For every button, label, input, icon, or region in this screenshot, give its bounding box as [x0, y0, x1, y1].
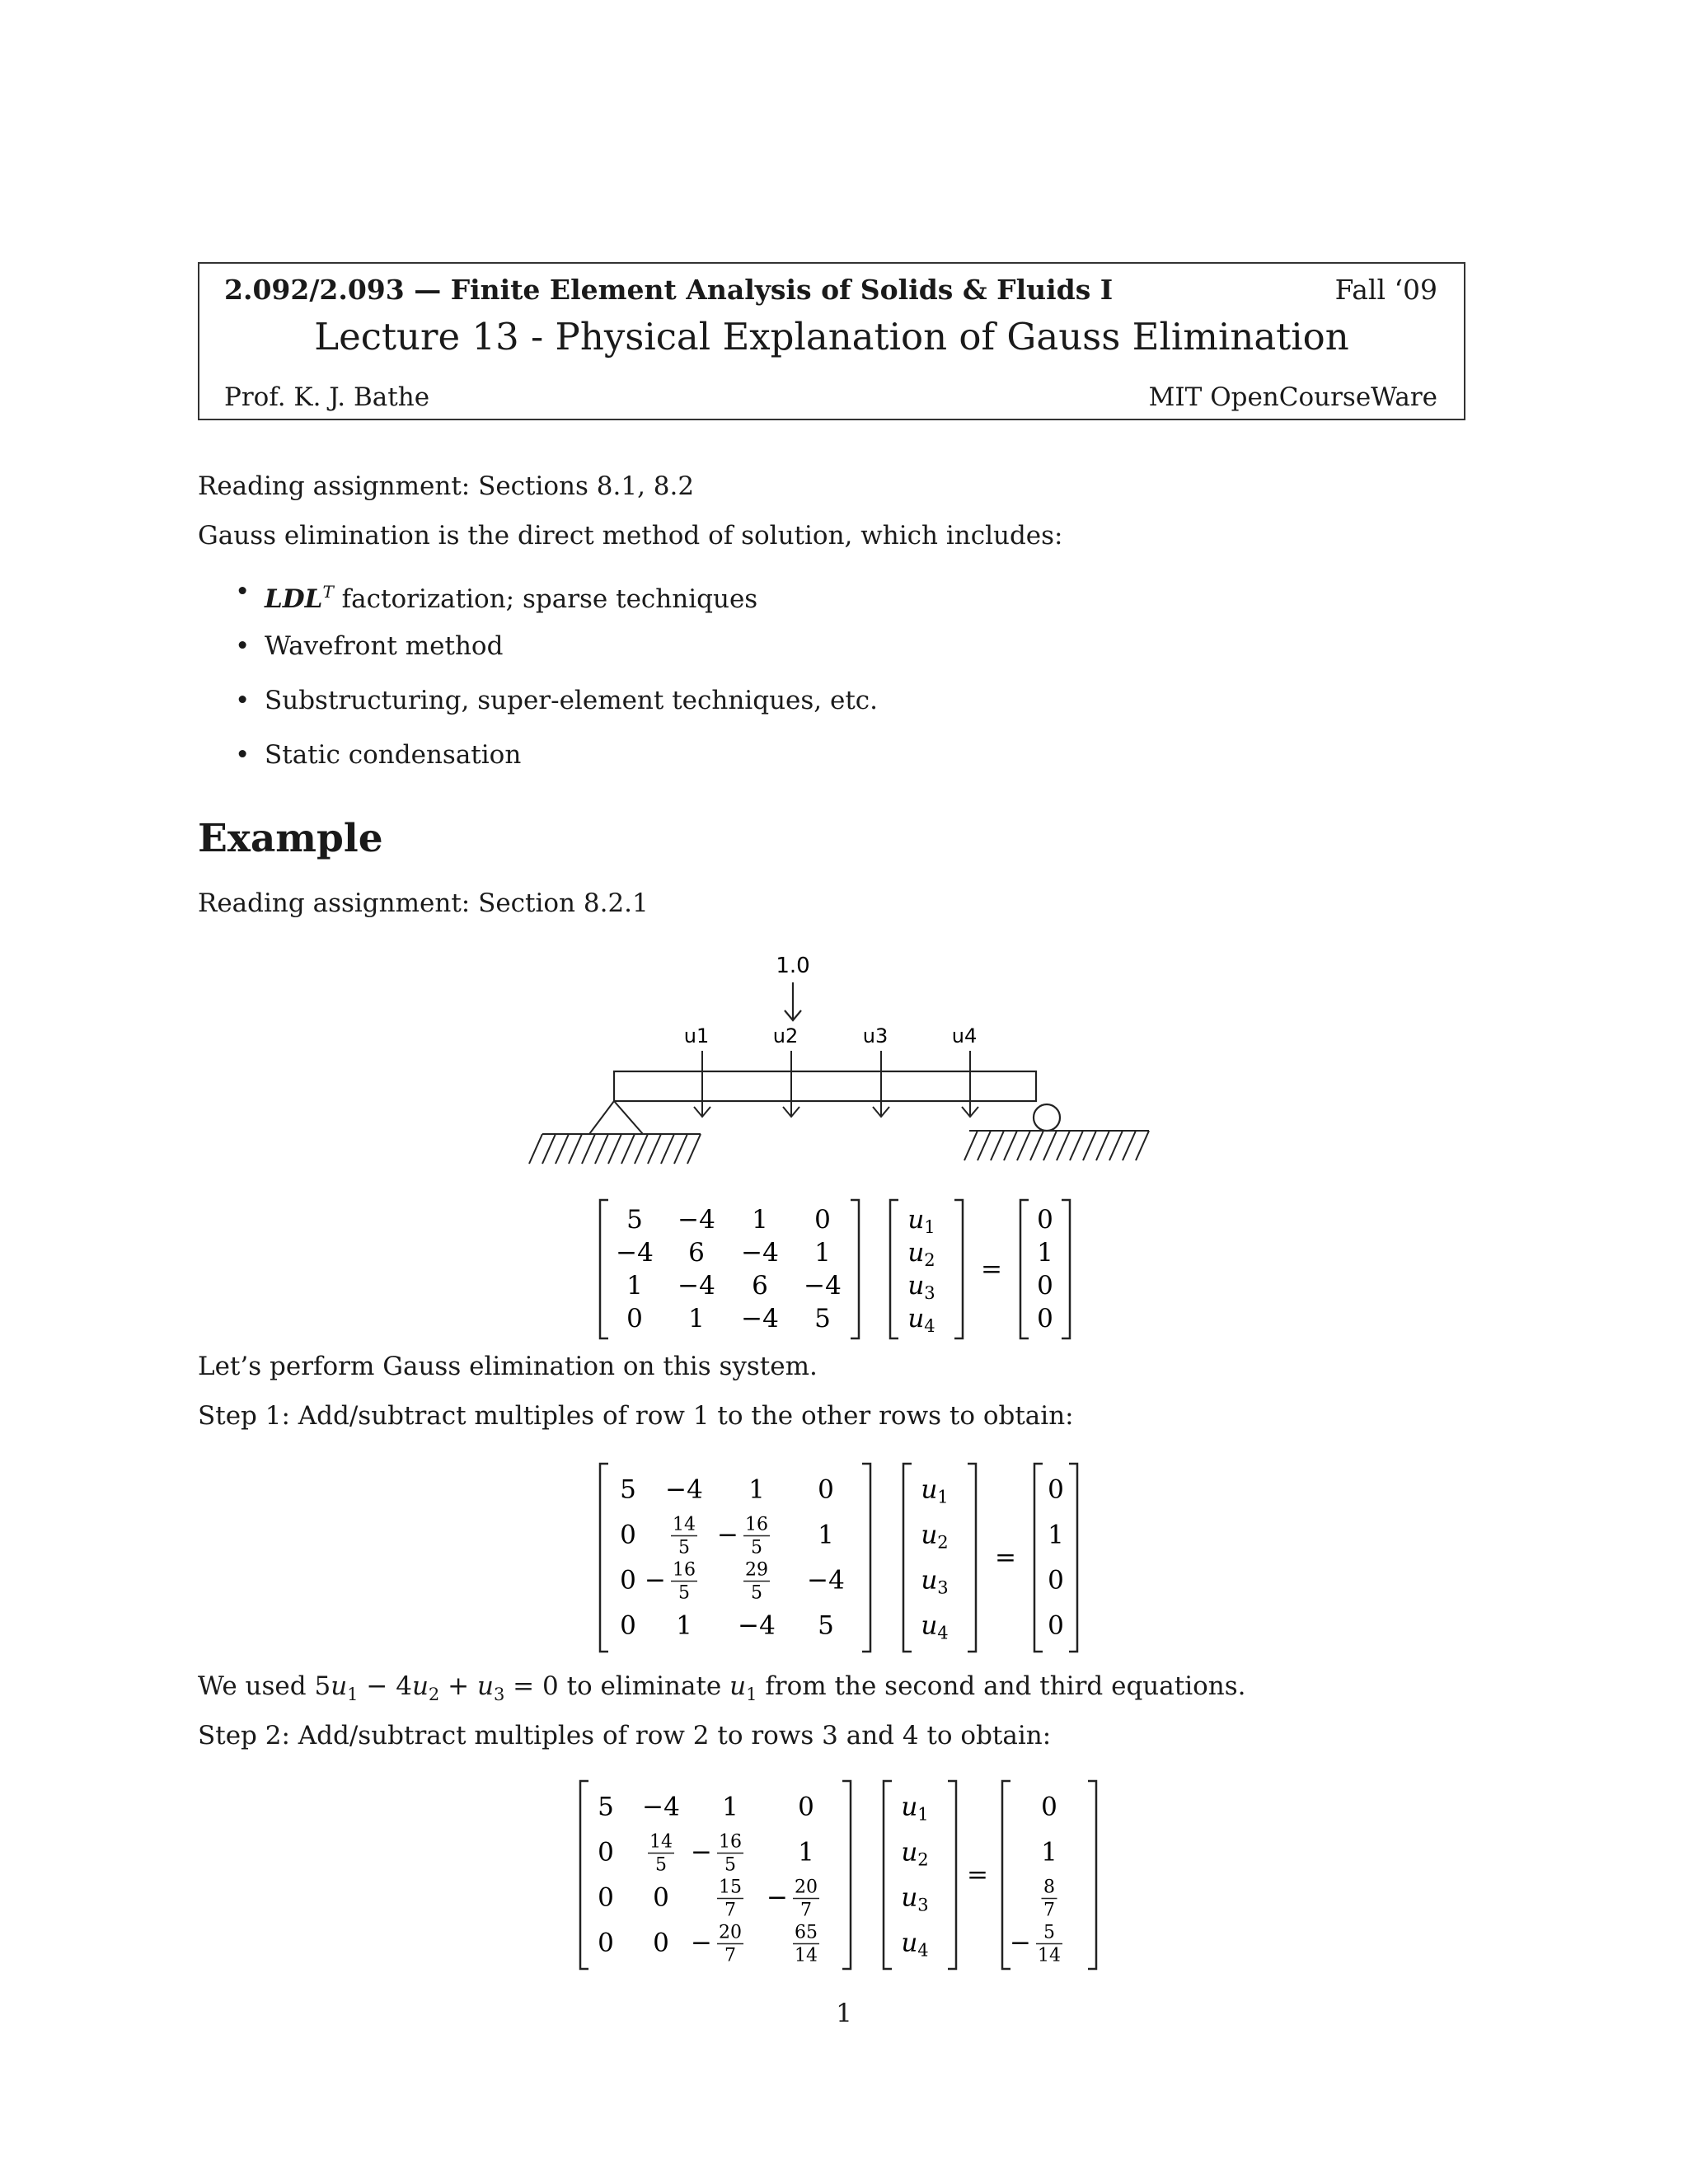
pin-support [589, 1101, 643, 1134]
step-2-equation [560, 1776, 1187, 1974]
numerator: 20 [795, 1877, 818, 1898]
value: 1 [1048, 1520, 1064, 1550]
value: 1 [1037, 1238, 1053, 1268]
value: 1 [814, 1238, 831, 1268]
value: −4 [678, 1271, 715, 1301]
matrix-entry [653, 1883, 669, 1913]
denominator: 5 [655, 1854, 667, 1876]
author: Prof. K. J. Bathe [224, 382, 430, 412]
roller-support [1034, 1104, 1060, 1131]
equals-sign: = [981, 1254, 1002, 1284]
left-bracket [890, 1200, 898, 1338]
matrix-entry [648, 1832, 674, 1876]
denominator: 7 [800, 1900, 812, 1921]
left-bracket [600, 1200, 608, 1338]
left-bracket [903, 1464, 912, 1652]
list-item [235, 570, 878, 625]
matrix-entry [688, 1238, 705, 1268]
reading-assignment-example: Reading assignment: Section 8.2.1 [198, 888, 649, 918]
matrix-entry [767, 1877, 819, 1921]
elimination-note: We used $5u_1 - 4u_2 + u_3 = 0$ to eliminate $u_1$ from the second and third equations. [198, 1671, 1246, 1705]
step-1-text: Step 1: Add/subtract multiples of row 1 to the other rows to obtain: [198, 1401, 1074, 1431]
page-number: 1 [836, 1999, 852, 2028]
matrix-entry [691, 1832, 743, 1876]
value: 1 [752, 1205, 768, 1235]
dof-label-u4: u4 [951, 1024, 978, 1047]
matrix-entry [804, 1271, 842, 1301]
unknown-entry: u1 [907, 1205, 935, 1237]
value: 6 [688, 1238, 705, 1268]
load-arrow [785, 982, 801, 1020]
unknown-entry: u3 [921, 1565, 949, 1598]
value: −4 [678, 1205, 715, 1235]
matrix-entry [741, 1304, 779, 1333]
unknown-entry: u2 [901, 1837, 929, 1870]
unknown-entry: u4 [921, 1610, 949, 1643]
superscript: T [322, 582, 334, 602]
matrix-entry [691, 1923, 743, 1966]
denominator: 14 [795, 1945, 818, 1966]
beam-diagram [519, 940, 1162, 1187]
matrix-entry [620, 1566, 636, 1596]
section-heading: Example [198, 816, 383, 861]
value: 0 [598, 1882, 614, 1913]
value: 5 [620, 1474, 636, 1505]
methods-list [235, 570, 878, 788]
numerator: 15 [719, 1877, 742, 1898]
matrix-entry [814, 1205, 831, 1235]
ground-right [964, 1131, 1149, 1160]
right-bracket [842, 1781, 851, 1969]
numerator: 16 [673, 1559, 696, 1581]
value: 0 [1037, 1205, 1053, 1235]
value: 0 [1037, 1304, 1053, 1333]
dof-label-u2: u2 [772, 1024, 799, 1047]
rhs-entry [1048, 1521, 1064, 1550]
left-bracket [884, 1781, 892, 1969]
beam [614, 1071, 1036, 1101]
value: 0 [598, 1928, 614, 1958]
matrix-entry [814, 1304, 831, 1333]
left-bracket [600, 1464, 608, 1652]
list-item [235, 733, 878, 788]
matrix-entry [616, 1238, 654, 1268]
rhs-entry [1041, 1838, 1057, 1868]
matrix-entry [626, 1304, 643, 1333]
matrix-entry [818, 1475, 834, 1505]
step-2-text: Step 2: Add/subtract multiples of row 2 to rows 3 and 4 to obtain: [198, 1721, 1052, 1750]
value: 1 [1041, 1837, 1057, 1868]
value: −4 [616, 1238, 654, 1268]
term: Fall ‘09 [1334, 274, 1437, 306]
matrix-entry [798, 1793, 814, 1822]
matrix-entry [598, 1883, 614, 1913]
matrix-entry [665, 1475, 703, 1505]
value: 0 [798, 1792, 814, 1822]
value: −4 [642, 1792, 680, 1822]
minus-sign: − [691, 1837, 712, 1868]
unknown-entry: u2 [921, 1520, 949, 1553]
right-bracket [954, 1200, 963, 1338]
matrix-entry [743, 1560, 770, 1604]
matrix-entry [678, 1271, 715, 1301]
right-bracket [948, 1781, 956, 1969]
minus-sign: − [767, 1882, 788, 1913]
list-item [235, 625, 878, 679]
matrix-entry [653, 1929, 669, 1958]
bullet-icon: • [235, 740, 251, 770]
matrix-entry [752, 1271, 768, 1301]
numerator: 14 [673, 1514, 696, 1535]
explanation-text: Let’s perform Gauss elimination on this system. [198, 1352, 818, 1381]
stiffness-system-equation [577, 1195, 1170, 1343]
denominator: 14 [1038, 1945, 1061, 1966]
matrix-entry [688, 1304, 705, 1333]
value: 1 [818, 1520, 834, 1550]
value: −4 [741, 1238, 779, 1268]
matrix-entry [678, 1205, 715, 1235]
matrix-entry [598, 1838, 614, 1868]
denominator: 7 [724, 1900, 736, 1921]
unknown-entry: u1 [921, 1474, 949, 1507]
matrix-entry [620, 1521, 636, 1550]
rhs-entry [1048, 1611, 1064, 1641]
matrix-entry [642, 1793, 680, 1822]
bullet-emphasis: LDL [265, 584, 323, 614]
left-bracket [580, 1781, 588, 1969]
rhs-entry [1010, 1923, 1062, 1966]
unknown-entry: u4 [901, 1928, 929, 1961]
right-bracket [1062, 1200, 1070, 1338]
bullet-text: factorization; sparse techniques [333, 584, 758, 614]
matrix-entry [741, 1238, 779, 1268]
numerator: 16 [745, 1514, 768, 1535]
matrix-entry [807, 1566, 845, 1596]
bullet-text: Static condensation [265, 740, 522, 770]
matrix-entry [626, 1271, 643, 1301]
dof-arrows [694, 1051, 978, 1117]
ground-left [529, 1134, 701, 1164]
value: 1 [626, 1271, 643, 1301]
equals-sign: = [967, 1860, 988, 1890]
numerator: 8 [1043, 1877, 1055, 1898]
matrix-entry [620, 1611, 636, 1641]
unknown-entry: u3 [907, 1271, 935, 1303]
load-label: 1.0 [776, 954, 810, 978]
value: 0 [620, 1565, 636, 1596]
minus-sign: − [717, 1520, 738, 1550]
matrix-entry [626, 1205, 643, 1235]
minus-sign: − [691, 1928, 712, 1958]
denominator: 5 [751, 1537, 762, 1558]
lecture-header [198, 262, 1465, 420]
value: 0 [1048, 1565, 1064, 1596]
value: −4 [741, 1304, 779, 1333]
unknown-entry: u4 [907, 1304, 935, 1336]
denominator: 5 [751, 1582, 762, 1604]
unknown-entry: u1 [901, 1792, 929, 1825]
right-bracket [1069, 1464, 1077, 1652]
value: 0 [1041, 1792, 1057, 1822]
value: −4 [738, 1610, 776, 1641]
value: 1 [798, 1837, 814, 1868]
numerator: 5 [1043, 1922, 1055, 1943]
lecture-title: Lecture 13 - Physical Explanation of Gauss Elimination [314, 315, 1349, 359]
value: 1 [748, 1474, 765, 1505]
matrix-entry [598, 1793, 614, 1822]
value: 5 [626, 1205, 643, 1235]
rhs-entry [1048, 1566, 1064, 1596]
rhs-entry [1037, 1271, 1053, 1301]
matrix-entry [818, 1611, 834, 1641]
numerator: 29 [745, 1559, 768, 1581]
matrix-entry [620, 1475, 636, 1505]
right-bracket [1088, 1781, 1096, 1969]
value: 0 [620, 1610, 636, 1641]
rhs-entry [1048, 1475, 1064, 1505]
right-bracket [968, 1464, 976, 1652]
value: 0 [1048, 1474, 1064, 1505]
value: 5 [818, 1610, 834, 1641]
matrix-entry [798, 1838, 814, 1868]
minus-sign: − [645, 1565, 666, 1596]
unknown-entry: u2 [907, 1238, 935, 1270]
matrix-entry [598, 1929, 614, 1958]
matrix-entry [793, 1923, 819, 1966]
numerator: 14 [649, 1831, 673, 1853]
dof-label-u1: u1 [683, 1024, 710, 1047]
matrix-entry [722, 1793, 738, 1822]
matrix-entry [717, 1515, 770, 1558]
matrix-entry [676, 1611, 692, 1641]
value: 0 [1037, 1271, 1053, 1301]
value: −4 [807, 1565, 845, 1596]
matrix-entry [717, 1877, 743, 1921]
left-bracket [1020, 1200, 1029, 1338]
value: −4 [804, 1271, 842, 1301]
value: 1 [676, 1610, 692, 1641]
value: 0 [818, 1474, 834, 1505]
value: 0 [598, 1837, 614, 1868]
rhs-entry [1042, 1877, 1057, 1921]
matrix-entry [818, 1521, 834, 1550]
dof-label-u3: u3 [862, 1024, 889, 1047]
matrix-entry [752, 1205, 768, 1235]
value: 5 [598, 1792, 614, 1822]
matrix-entry [645, 1560, 697, 1604]
denominator: 5 [678, 1582, 690, 1604]
denominator: 7 [724, 1945, 736, 1966]
minus-sign: − [1010, 1928, 1031, 1958]
bullet-text: Wavefront method [265, 631, 504, 661]
value: −4 [665, 1474, 703, 1505]
list-item [235, 679, 878, 733]
value: 1 [722, 1792, 738, 1822]
denominator: 7 [1043, 1900, 1055, 1921]
matrix-entry [814, 1238, 831, 1268]
value: 1 [688, 1304, 705, 1333]
matrix-entry [738, 1611, 776, 1641]
value: 0 [814, 1205, 831, 1235]
rhs-entry [1037, 1304, 1053, 1333]
intro-paragraph: Gauss elimination is the direct method of solution, which includes: [198, 521, 1063, 551]
rhs-entry [1037, 1238, 1053, 1268]
course-title: 2.092/2.093 — Finite Element Analysis of Solids & Fluids I [224, 274, 1114, 306]
matrix-entry [671, 1515, 697, 1558]
right-bracket [862, 1464, 870, 1652]
value: 0 [626, 1304, 643, 1333]
right-bracket [851, 1200, 859, 1338]
value: 6 [752, 1271, 768, 1301]
numerator: 20 [719, 1922, 742, 1943]
bullet-icon: • [235, 577, 251, 607]
reading-assignment: Reading assignment: Sections 8.1, 8.2 [198, 471, 695, 501]
rhs-entry [1037, 1205, 1053, 1235]
numerator: 16 [719, 1831, 742, 1853]
value: 0 [653, 1882, 669, 1913]
unknown-entry: u3 [901, 1882, 929, 1915]
step-1-equation [577, 1459, 1170, 1657]
matrix-entry [748, 1475, 765, 1505]
value: 5 [814, 1304, 831, 1333]
value: 0 [620, 1520, 636, 1550]
bullet-text: Substructuring, super-element techniques, etc. [265, 686, 879, 715]
bullet-icon: • [235, 631, 251, 661]
bullet-icon: • [235, 686, 251, 715]
equals-sign: = [995, 1543, 1016, 1572]
source: MIT OpenCourseWare [1148, 382, 1437, 412]
denominator: 5 [724, 1854, 736, 1876]
value: 0 [1048, 1610, 1064, 1641]
rhs-entry [1041, 1793, 1057, 1822]
left-bracket [1034, 1464, 1043, 1652]
value: 0 [653, 1928, 669, 1958]
denominator: 5 [678, 1537, 690, 1558]
numerator: 65 [795, 1922, 818, 1943]
